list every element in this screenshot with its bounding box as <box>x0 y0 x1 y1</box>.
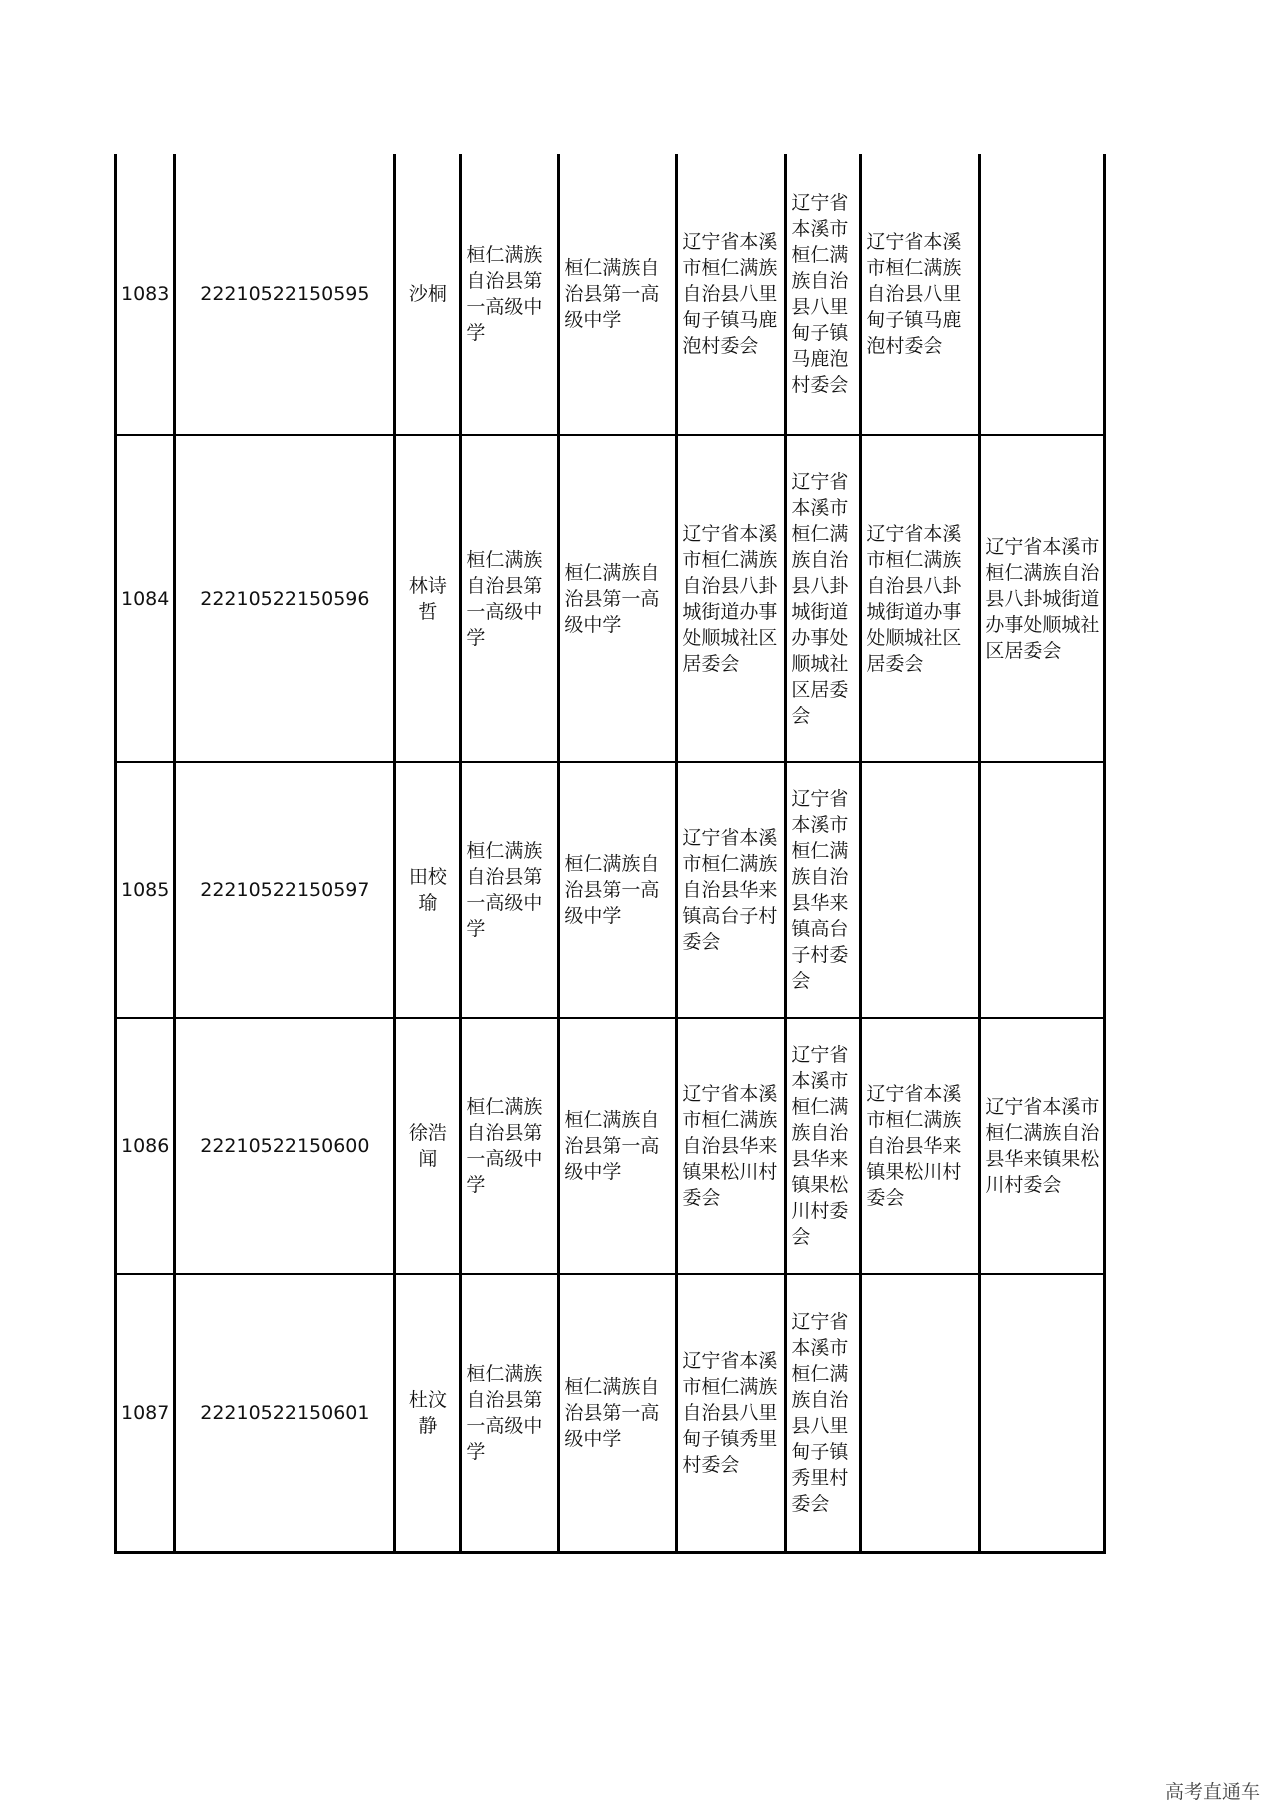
guardian-address-cell <box>980 154 1105 435</box>
seq-cell: 1084 <box>116 435 175 762</box>
name-cell: 徐浩闻 <box>395 1018 461 1274</box>
mother-address-cell <box>861 762 980 1018</box>
exam-id-cell: 22210522150601 <box>175 1274 395 1552</box>
father-address-cell: 辽宁省本溪市桓仁满族自治县华来镇高台子村委会 <box>786 762 861 1018</box>
graduating-school-cell: 桓仁满族自治县第一高级中学 <box>559 435 677 762</box>
school-cell: 桓仁满族自治县第一高级中学 <box>461 1018 559 1274</box>
guardian-address-cell: 辽宁省本溪市桓仁满族自治县华来镇果松川村委会 <box>980 1018 1105 1274</box>
table-row <box>116 435 1105 762</box>
graduating-school-cell: 桓仁满族自治县第一高级中学 <box>559 1274 677 1552</box>
exam-id-cell: 22210522150595 <box>175 154 395 435</box>
seq-cell: 1085 <box>116 762 175 1018</box>
exam-id-cell: 22210522150597 <box>175 762 395 1018</box>
name-cell: 沙桐 <box>395 154 461 435</box>
graduating-school-cell: 桓仁满族自治县第一高级中学 <box>559 762 677 1018</box>
exam-id-cell: 22210522150600 <box>175 1018 395 1274</box>
guardian-address-cell <box>980 1274 1105 1552</box>
mother-address-cell: 辽宁省本溪市桓仁满族自治县八卦城街道办事处顺城社区居委会 <box>861 435 980 762</box>
seq-cell: 1087 <box>116 1274 175 1552</box>
graduating-school-cell: 桓仁满族自治县第一高级中学 <box>559 154 677 435</box>
table-row <box>116 762 1105 1018</box>
table-row <box>116 1018 1105 1274</box>
father-address-cell: 辽宁省本溪市桓仁满族自治县八里甸子镇马鹿泡村委会 <box>786 154 861 435</box>
name-cell: 林诗哲 <box>395 435 461 762</box>
school-cell: 桓仁满族自治县第一高级中学 <box>461 154 559 435</box>
household-address-cell: 辽宁省本溪市桓仁满族自治县八里甸子镇马鹿泡村委会 <box>677 154 786 435</box>
name-cell: 田校瑜 <box>395 762 461 1018</box>
table-row <box>116 1274 1105 1552</box>
school-cell: 桓仁满族自治县第一高级中学 <box>461 1274 559 1552</box>
watermark-text: 高考直通车 <box>1164 1781 1260 1803</box>
household-address-cell: 辽宁省本溪市桓仁满族自治县八里甸子镇秀里村委会 <box>677 1274 786 1552</box>
school-cell: 桓仁满族自治县第一高级中学 <box>461 435 559 762</box>
father-address-cell: 辽宁省本溪市桓仁满族自治县八卦城街道办事处顺城社区居委会 <box>786 435 861 762</box>
name-cell: 杜汶静 <box>395 1274 461 1552</box>
father-address-cell: 辽宁省本溪市桓仁满族自治县华来镇果松川村委会 <box>786 1018 861 1274</box>
exam-id-cell: 22210522150596 <box>175 435 395 762</box>
household-address-cell: 辽宁省本溪市桓仁满族自治县华来镇果松川村委会 <box>677 1018 786 1274</box>
table-row <box>116 154 1105 435</box>
seq-cell: 1083 <box>116 154 175 435</box>
household-address-cell: 辽宁省本溪市桓仁满族自治县八卦城街道办事处顺城社区居委会 <box>677 435 786 762</box>
household-address-cell: 辽宁省本溪市桓仁满族自治县华来镇高台子村委会 <box>677 762 786 1018</box>
student-roster-table <box>114 154 1106 1554</box>
graduating-school-cell: 桓仁满族自治县第一高级中学 <box>559 1018 677 1274</box>
roster-body <box>116 154 1105 1552</box>
school-cell: 桓仁满族自治县第一高级中学 <box>461 762 559 1018</box>
mother-address-cell: 辽宁省本溪市桓仁满族自治县华来镇果松川村委会 <box>861 1018 980 1274</box>
guardian-address-cell <box>980 762 1105 1018</box>
mother-address-cell <box>861 1274 980 1552</box>
guardian-address-cell: 辽宁省本溪市桓仁满族自治县八卦城街道办事处顺城社区居委会 <box>980 435 1105 762</box>
seq-cell: 1086 <box>116 1018 175 1274</box>
father-address-cell: 辽宁省本溪市桓仁满族自治县八里甸子镇秀里村委会 <box>786 1274 861 1552</box>
mother-address-cell: 辽宁省本溪市桓仁满族自治县八里甸子镇马鹿泡村委会 <box>861 154 980 435</box>
